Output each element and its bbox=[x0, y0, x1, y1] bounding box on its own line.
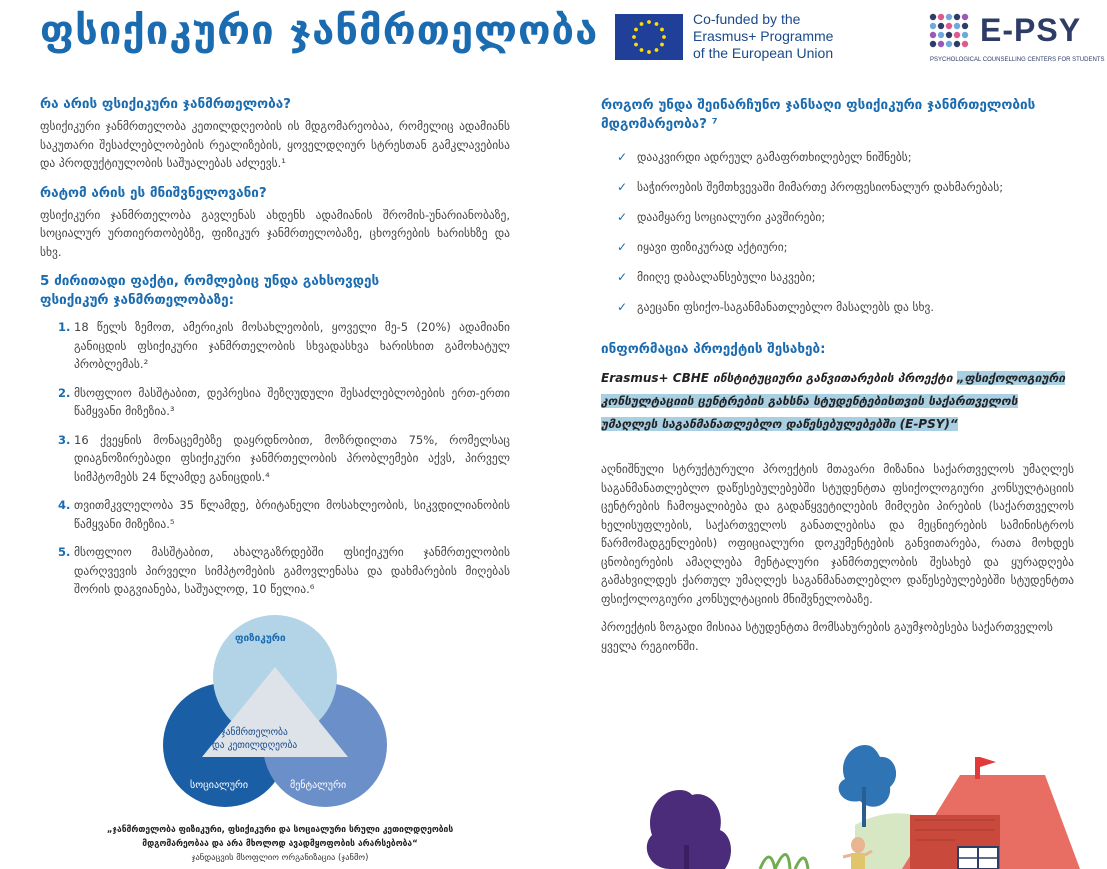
who-quote: „ჯანმრთელობა ფიზიკური, ფსიქიკური და სოციალური სრული კეთილდღეობის მდგომარეობაა და არა მხოლოდ ავადმყოფობის არარსებობა“ bbox=[106, 825, 454, 849]
left-column bbox=[40, 95, 510, 609]
facts-subheading: ფსიქიკურ ჯანმრთელობაზე: bbox=[40, 292, 235, 308]
tips-list bbox=[601, 148, 1074, 316]
check-icon: ✓ bbox=[617, 210, 628, 224]
facts-list bbox=[40, 318, 510, 599]
check-icon: ✓ bbox=[617, 150, 628, 164]
village-illustration bbox=[640, 735, 1107, 869]
page-title: ფსიქიკური ჯანმრთელობა bbox=[40, 8, 599, 54]
list-item: ✓ გაეცანი ფსიქო-საგანმანათლებლო მასალებს და სხვ. bbox=[617, 300, 935, 314]
check-icon: ✓ bbox=[617, 300, 628, 314]
what-heading: რა არის ფსიქიკური ჯანმრთელობა? bbox=[40, 96, 292, 112]
project-mission: პროექტის ზოგადი მისიაა სტუდენტთა მომსახურების გაუმჯობესება საქართველოს ყველა რეგიონში. bbox=[601, 620, 1053, 653]
venn-label-social: სოციალური bbox=[190, 780, 249, 791]
list-item: ✓ იყავი ფიზიკურად აქტიური; bbox=[617, 240, 788, 254]
list-item: ✓ მიიღე დაბალანსებული საკვები; bbox=[617, 270, 816, 284]
grass-icon bbox=[760, 855, 808, 869]
epsy-name: E-PSY bbox=[980, 12, 1082, 48]
list-item: 3. 16 ქვეყნის მონაცემებზე დაყრდნობით, მოზრდილთა 75%, რომელსაც დიაგნოზირებადი ფსიქიკური ჯანმრთელობის პრობლემები აქვს, პირველ სიმპტომებს 24 წლამდე განიცდის.⁴ bbox=[58, 432, 510, 484]
list-item: 2. მსოფლიო მასშტაბით, დეპრესია შეზღუდული შესაძლებლობების ერთ-ერთი წამყვანი მიზეზია.³ bbox=[58, 385, 510, 418]
list-item: 4. თვითმკვლელობა 35 წლამდე, ბრიტანელი მოსახლეობის, სიკვდილიანობის წამყვანი მიზეზია.⁵ bbox=[58, 498, 510, 531]
why-heading: რატომ არის ეს მნიშვნელოვანი? bbox=[40, 184, 267, 201]
list-item: ✓ დააკვირდი ადრეულ გამაფრთხილებელ ნიშნებს; bbox=[617, 150, 912, 164]
info-heading: ინფორმაცია პროექტის შესახებ: bbox=[601, 341, 826, 357]
check-icon: ✓ bbox=[617, 270, 628, 284]
eu-cofunded-text: Co-funded by the Erasmus+ Programme of the European Union bbox=[693, 11, 834, 61]
project-title: Erasmus+ CBHE ინსტიტუციური განვითარების პროექტი „ფსიქოლოგიური კონსულტაციის ცენტრების გახსნა სტუდენტებისთვის საქართველოს უმაღლეს საგანმანათლებლო დაწესებულებებში (E-PSY)“ bbox=[601, 371, 1066, 431]
tree-blue-icon bbox=[839, 745, 896, 807]
who-quote-source: ჯანდაცვის მსოფლიო ორგანიზაცია (ჯანმო) bbox=[191, 853, 369, 863]
eu-flag-icon bbox=[615, 14, 683, 60]
epsy-logo-icon bbox=[928, 12, 978, 52]
venn-label-physical: ფიზიკური bbox=[235, 633, 286, 644]
check-icon: ✓ bbox=[617, 180, 628, 194]
what-text: ფსიქიკური ჯანმრთელობა კეთილდღეობის ის მდგომარეობაა, რომელიც ადამიანს საკუთარი შესაძლებლობების რეალიზების, ყოველდღიურ სტრესთან გამკლავებისა და პროდუქტიულობის საშუალებას აძლევს.¹ bbox=[40, 119, 510, 170]
check-icon: ✓ bbox=[617, 240, 628, 254]
right-column bbox=[601, 96, 1074, 655]
venn-label-center: ჯანმრთელობა და კეთილდღეობა bbox=[212, 727, 298, 751]
why-text: ფსიქიკური ჯანმრთელობა გავლენას ახდენს ადამიანის შრომის-უნარიანობაზე, სოციალურ ურთიერთობებზე, ფიზიკურ ჯანმრთელობაზე, ცხოვრების ხარისხზე და სხვ. bbox=[40, 207, 510, 259]
list-item: 5. მსოფლიო მასშტაბით, ახალგაზრდებში ფსიქიკური ჯანმრთელობის დარღვევის პირველი სიმპტომების გამოვლენასა და დახმარების მიღებას შორის დაგვიანება, საშუალოდ, 10 წელია.⁶ bbox=[58, 545, 510, 596]
list-item: 1. 18 წელს ზემოთ, ამერიკის მოსახლეობის, ყოველი მე-5 (20%) ადამიანი განიცდის ფსიქიკური ჯანმრთელობის სხვადასხვა ხარისხით გამოხატულ პრობლემას.² bbox=[58, 320, 510, 371]
epsy-subtitle: PSYCHOLOGICAL COUNSELLING CENTERS FOR STUDENTS bbox=[930, 57, 1105, 63]
list-item: ✓ დაამყარე სოციალური კავშირები; bbox=[617, 210, 826, 224]
maintain-heading: როგორ უნდა შეინარჩუნო ჯანსაღი ფსიქიკური ჯანმრთელობის მდგომარეობა? ⁷ bbox=[601, 97, 1036, 132]
list-item: ✓ საჭიროების შემთხვევაში მიმართე პროფესიონალურ დახმარებას; bbox=[617, 180, 1004, 194]
person-head-icon bbox=[851, 837, 865, 853]
project-description: აღნიშნული სტრუქტურული პროექტის მთავარი მიზანია საქართველოს უმაღლეს საგანმანათლებლო დაწესებულებებში სტუდენტთა ფსიქოლოგიური კონსულტაციის ცენტრების ჩამოყალიბება და გადაწყვეტილების მიმღები პირების (საქართველოს ხელისუფლების, საქართველოს განათლებისა და მეცნიერების სამინისტროს წარმომადგენლების) ოფიციალური დოკუმენტების განვითარება, რათა მოხდეს ცნობიერების ამაღლება მენტალური ჯანმრთელობის შესახებ და ყურადღება გამახვილდეს ქართულ უმაღლეს საგანმანათლებლო დაწესებულებებში სტუდენტთა ფსიქოლოგიური კონსულტაციის მნიშვნელობაზე. bbox=[601, 462, 1074, 606]
venn-label-mental: მენტალური bbox=[290, 780, 347, 791]
facts-heading: 5 ძირითადი ფაქტი, რომლებიც უნდა გახსოვდეს bbox=[40, 273, 380, 289]
